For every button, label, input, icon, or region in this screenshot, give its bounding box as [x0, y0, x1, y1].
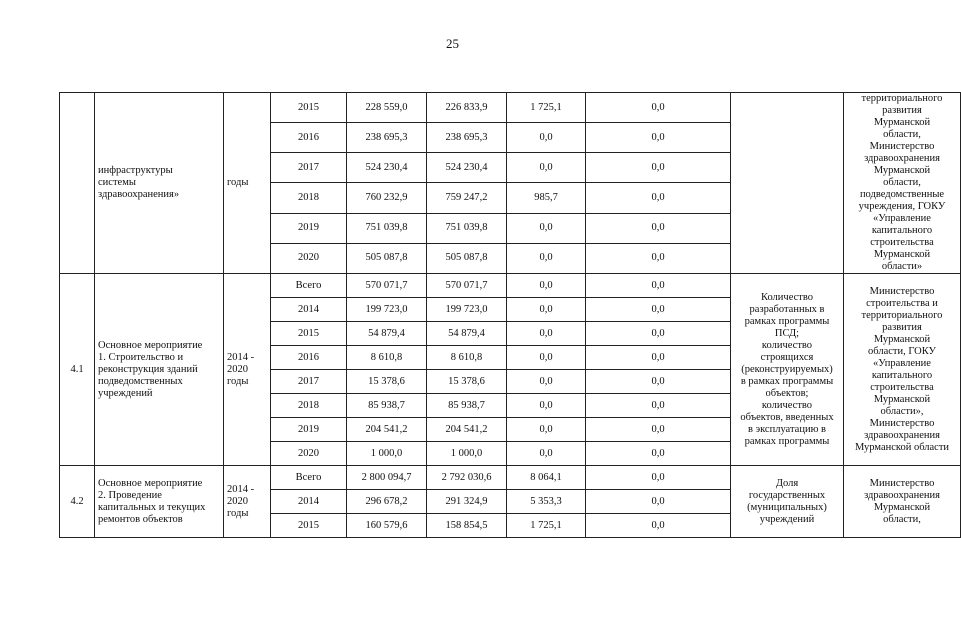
regional-budget-cell: 291 324,9	[427, 490, 507, 514]
regional-budget-cell: 226 833,9	[427, 93, 507, 123]
regional-budget-cell: 199 723,0	[427, 298, 507, 322]
year-cell: 2014	[271, 490, 347, 514]
regional-budget-cell: 238 695,3	[427, 123, 507, 153]
year-cell: 2017	[271, 153, 347, 183]
year-cell: 2015	[271, 93, 347, 123]
federal-budget-cell: 0,0	[507, 418, 586, 442]
regional-budget-cell: 8 610,8	[427, 346, 507, 370]
other-sources-cell: 0,0	[586, 466, 731, 490]
other-sources-cell: 0,0	[586, 213, 731, 243]
indicator-cell	[731, 93, 844, 274]
index-cell: 4.1	[60, 274, 95, 466]
year-cell: 2015	[271, 322, 347, 346]
other-sources-cell: 0,0	[586, 346, 731, 370]
table-row	[60, 93, 961, 123]
other-sources-cell: 0,0	[586, 183, 731, 213]
total-cell: 54 879,4	[347, 322, 427, 346]
table-row	[60, 274, 961, 298]
regional-budget-cell: 751 039,8	[427, 213, 507, 243]
other-sources-cell: 0,0	[586, 93, 731, 123]
total-cell: 2 800 094,7	[347, 466, 427, 490]
regional-budget-cell: 505 087,8	[427, 243, 507, 273]
total-cell: 85 938,7	[347, 394, 427, 418]
other-sources-cell: 0,0	[586, 274, 731, 298]
table-row	[60, 466, 961, 490]
year-cell: 2016	[271, 123, 347, 153]
year-cell: Всего	[271, 466, 347, 490]
regional-budget-cell: 570 071,7	[427, 274, 507, 298]
year-cell: 2019	[271, 213, 347, 243]
total-cell: 199 723,0	[347, 298, 427, 322]
year-cell: 2015	[271, 514, 347, 538]
indicator-cell: Доля государственных (муниципальных) учреждений	[731, 466, 844, 538]
executor-cell: территориального развития Мурманской области, Министерство здравоохранения Мурманской области, подведомственные учреждения, ГОКУ «Управление капитального строительства Мурманской области»	[844, 93, 961, 274]
other-sources-cell: 0,0	[586, 370, 731, 394]
activity-name-cell: инфраструктуры системы здравоохранения»	[95, 93, 224, 274]
year-cell: 2020	[271, 243, 347, 273]
index-cell: 4.2	[60, 466, 95, 538]
other-sources-cell: 0,0	[586, 394, 731, 418]
total-cell: 505 087,8	[347, 243, 427, 273]
index-cell	[60, 93, 95, 274]
regional-budget-cell: 158 854,5	[427, 514, 507, 538]
federal-budget-cell: 0,0	[507, 370, 586, 394]
period-cell: 2014 - 2020 годы	[224, 466, 271, 538]
other-sources-cell: 0,0	[586, 153, 731, 183]
regional-budget-cell: 759 247,2	[427, 183, 507, 213]
federal-budget-cell: 985,7	[507, 183, 586, 213]
total-cell: 751 039,8	[347, 213, 427, 243]
year-cell: 2019	[271, 418, 347, 442]
federal-budget-cell: 8 064,1	[507, 466, 586, 490]
year-cell: Всего	[271, 274, 347, 298]
year-cell: 2018	[271, 394, 347, 418]
total-cell: 570 071,7	[347, 274, 427, 298]
page-number: 25	[446, 36, 459, 51]
total-cell: 204 541,2	[347, 418, 427, 442]
federal-budget-cell: 0,0	[507, 213, 586, 243]
total-cell: 1 000,0	[347, 442, 427, 466]
other-sources-cell: 0,0	[586, 123, 731, 153]
activity-name-cell: Основное мероприятие 2. Проведение капитальных и текущих ремонтов объектов	[95, 466, 224, 538]
federal-budget-cell: 0,0	[507, 123, 586, 153]
other-sources-cell: 0,0	[586, 243, 731, 273]
other-sources-cell: 0,0	[586, 514, 731, 538]
other-sources-cell: 0,0	[586, 298, 731, 322]
regional-budget-cell: 2 792 030,6	[427, 466, 507, 490]
federal-budget-cell: 0,0	[507, 322, 586, 346]
regional-budget-cell: 54 879,4	[427, 322, 507, 346]
year-cell: 2016	[271, 346, 347, 370]
executor-cell: Министерство здравоохранения Мурманской области,	[844, 466, 961, 538]
federal-budget-cell: 0,0	[507, 442, 586, 466]
executor-cell: Министерство строительства и территориального развития Мурманской области, ГОКУ «Управление капитального строительства Мурманской области», Министерство здравоохранения Мурманской области	[844, 274, 961, 466]
year-cell: 2020	[271, 442, 347, 466]
regional-budget-cell: 1 000,0	[427, 442, 507, 466]
year-cell: 2017	[271, 370, 347, 394]
regional-budget-cell: 204 541,2	[427, 418, 507, 442]
program-funding-table	[59, 92, 961, 538]
federal-budget-cell: 0,0	[507, 346, 586, 370]
federal-budget-cell: 0,0	[507, 394, 586, 418]
activity-name-cell: Основное мероприятие 1. Строительство и реконструкция зданий подведомственных учреждений	[95, 274, 224, 466]
federal-budget-cell: 5 353,3	[507, 490, 586, 514]
total-cell: 8 610,8	[347, 346, 427, 370]
other-sources-cell: 0,0	[586, 442, 731, 466]
total-cell: 160 579,6	[347, 514, 427, 538]
total-cell: 524 230,4	[347, 153, 427, 183]
regional-budget-cell: 524 230,4	[427, 153, 507, 183]
other-sources-cell: 0,0	[586, 418, 731, 442]
year-cell: 2018	[271, 183, 347, 213]
period-cell: годы	[224, 93, 271, 274]
federal-budget-cell: 0,0	[507, 298, 586, 322]
federal-budget-cell: 0,0	[507, 274, 586, 298]
total-cell: 228 559,0	[347, 93, 427, 123]
federal-budget-cell: 0,0	[507, 243, 586, 273]
other-sources-cell: 0,0	[586, 322, 731, 346]
total-cell: 238 695,3	[347, 123, 427, 153]
indicator-cell: Количество разработанных в рамках программы ПСД; количество строящихся (реконструируемых) в рамках программы объектов; количество объектов, введенных в эксплуатацию в рамках программы	[731, 274, 844, 466]
federal-budget-cell: 1 725,1	[507, 514, 586, 538]
period-cell: 2014 - 2020 годы	[224, 274, 271, 466]
federal-budget-cell: 1 725,1	[507, 93, 586, 123]
regional-budget-cell: 15 378,6	[427, 370, 507, 394]
total-cell: 760 232,9	[347, 183, 427, 213]
total-cell: 15 378,6	[347, 370, 427, 394]
regional-budget-cell: 85 938,7	[427, 394, 507, 418]
other-sources-cell: 0,0	[586, 490, 731, 514]
total-cell: 296 678,2	[347, 490, 427, 514]
federal-budget-cell: 0,0	[507, 153, 586, 183]
year-cell: 2014	[271, 298, 347, 322]
